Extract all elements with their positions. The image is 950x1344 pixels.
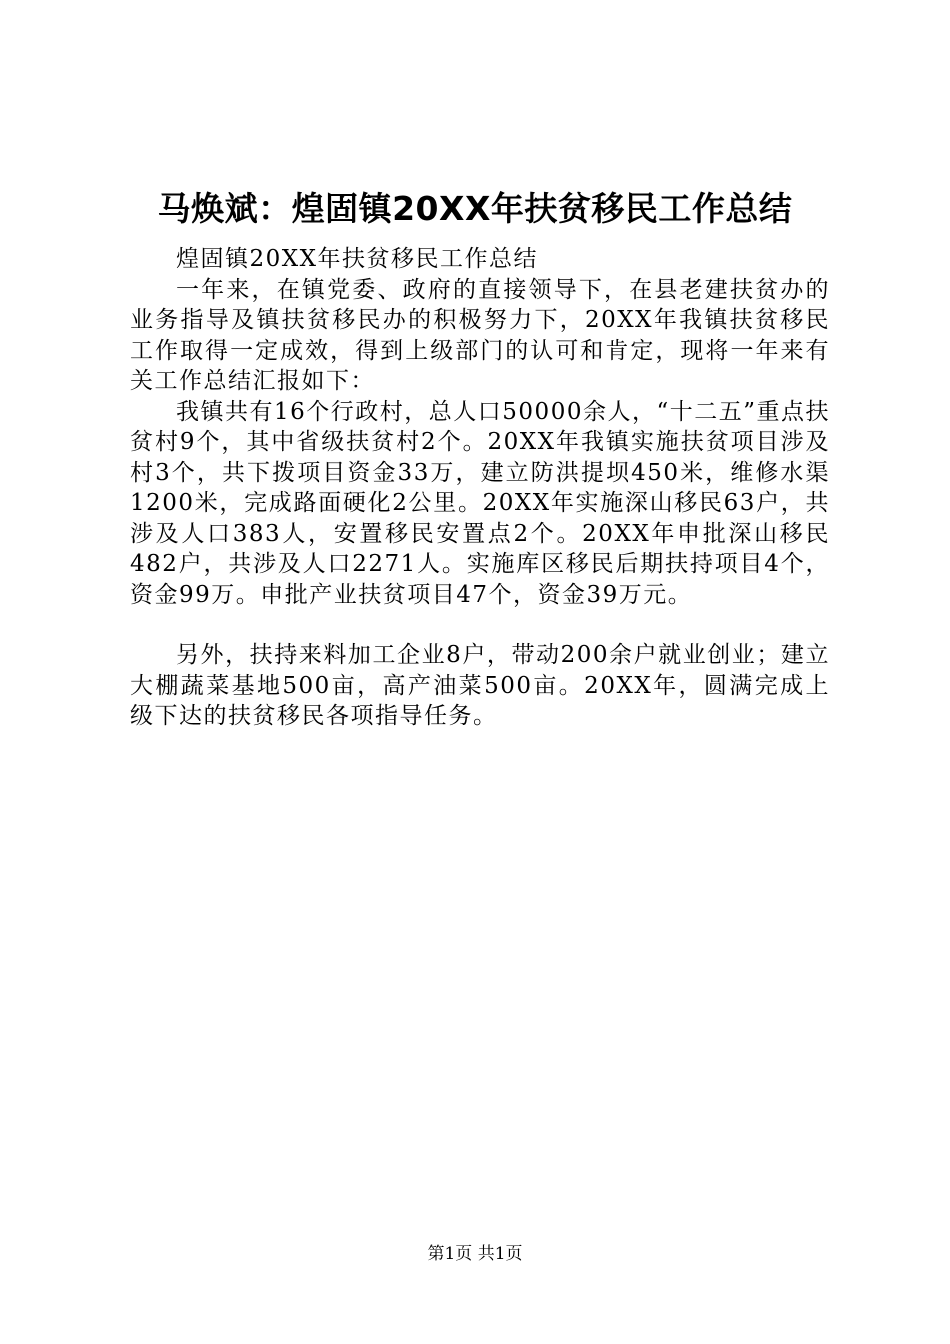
document-title: 马焕斌：煌固镇20XX年扶贫移民工作总结 (157, 189, 793, 228)
page-footer: 第1页 共1页 (427, 1244, 523, 1264)
additional-paragraph: 另外，扶持来料加工企业8户，带动200余户就业创业；建立大棚蔬菜基地500亩，高产油菜500亩。20XX年，圆满完成上级下达的扶贫移民各项指导任务。 (130, 642, 830, 729)
intro-paragraph: 一年来，在镇党委、政府的直接领导下，在县老建扶贫办的业务指导及镇扶贫移民办的积极努力下，20XX年我镇扶贫移民工作取得一定成效，得到上级部门的认可和肯定，现将一年来有关工作总结汇报如下： (130, 276, 830, 394)
statistics-paragraph: 我镇共有16个行政村，总人口50000余人，“十二五”重点扶贫村9个，其中省级扶贫村2个。20XX年我镇实施扶贫项目涉及村3个，共下拨项目资金33万，建立防洪提坝450米，维修水渠1200米，完成路面硬化2公里。20XX年实施深山移民63户，共涉及人口383人，安置移民安置点2个。20XX年申批深山移民482户，共涉及人口2271人。实施库区移民后期扶持项目4个，资金99万。申批产业扶贫项目47个，资金39万元。 (130, 398, 830, 608)
subtitle-paragraph: 煌固镇20XX年扶贫移民工作总结 (176, 246, 539, 272)
document-body (130, 244, 830, 732)
